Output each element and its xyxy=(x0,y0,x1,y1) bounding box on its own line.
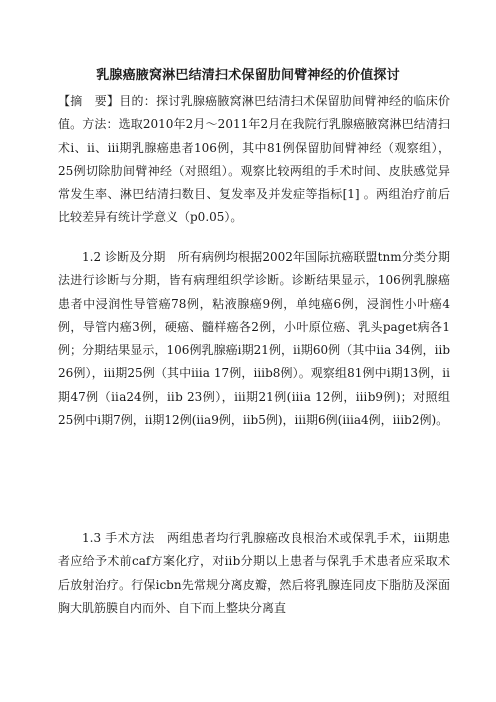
section-text: 两组患者均行乳腺癌改良根治术或保乳手术，ⅲ期患者应给予术前caf方案化疗，对ⅱb分期以上患者与保乳手术患者应采取术后放射治疗。行保icbn先常规分离皮瓣，然后将乳腺连同皮下脂肪及深面胸大肌筋膜自内而外、自下而上整块分离直 xyxy=(58,531,450,615)
section-heading: 1.2 诊断及分期 xyxy=(82,250,166,264)
section-text: 所有病例均根据2002年国际抗癌联盟tnm分类分期法进行诊断与分期，皆有病理组织学诊断。诊断结果显示，106例乳腺癌患者中浸润性导管癌78例，粘液腺癌9例，单纯癌6例，浸润性小叶癌4例，导管内癌3例，硬癌、髓样癌各2例，小叶原位癌、乳头paget病各1例；分期结果显示，106例乳腺癌ⅰ期21例，ⅱ期60例（其中ⅱa 34例，ⅱb 26例），ⅲ期25例（其中ⅲa 17例，ⅲb8例）。观察组81例中ⅰ期13例，ⅱ期47例（ⅱa24例，ⅱb 23例），ⅲ期21例(ⅲa 12例，ⅲb9例)；对照组25例中ⅰ期7例，ⅱ期12例(ⅱa9例，ⅱb5例)，ⅲ期6例(ⅲa4例，ⅲb2例)。 xyxy=(58,250,450,428)
section-diagnosis-staging xyxy=(58,246,450,432)
document-title: 乳腺癌腋窝淋巴结清扫术保留肋间臂神经的价值探讨 xyxy=(96,68,400,83)
abstract-text: 目的：探讨乳腺癌腋窝淋巴结清扫术保留肋间臂神经的临床价值。方法：选取2010年2月～2011年2月在我院行乳腺癌腋窝淋巴结清扫术ⅰ、ⅱ、ⅲ期乳腺癌患者106例，其中81例保留肋间臂神经（观察组），25例切除肋间臂神经（对照组）。观察比较两组的手术时间、皮肤感觉异常发生率、淋巴结清扫数目、复发率及并发症等指标[1] 。两组治疗前后比较差异有统计学意义（p0.05）。 xyxy=(58,94,450,225)
abstract-label: 【摘 要】 xyxy=(58,94,120,108)
section-heading: 1.3 手术方法 xyxy=(82,531,155,545)
section-surgical-method xyxy=(58,527,450,620)
abstract-paragraph xyxy=(58,90,450,230)
